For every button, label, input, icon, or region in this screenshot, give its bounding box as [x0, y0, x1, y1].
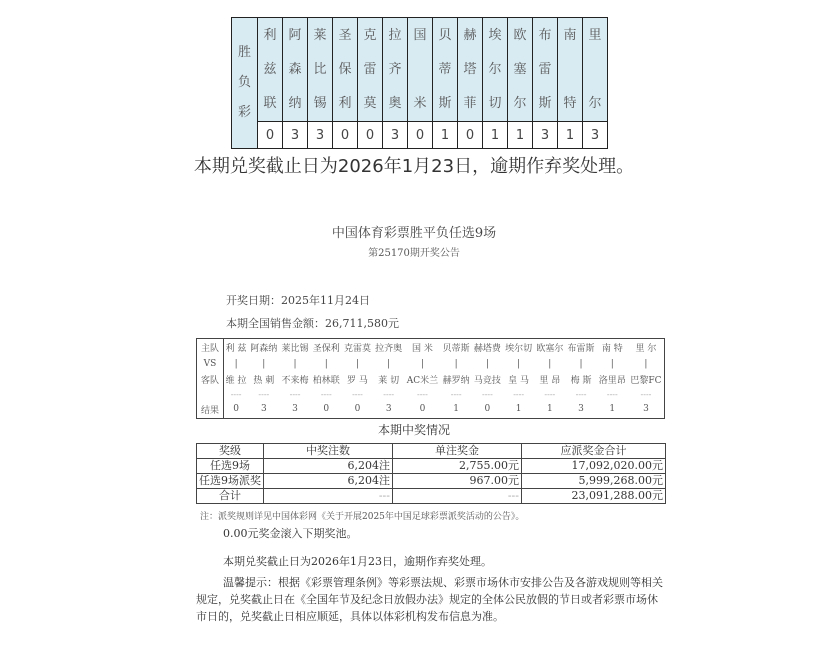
document-title: 中国体育彩票胜平负任选9场 [331, 226, 497, 241]
dash-separator: ---- [544, 389, 556, 399]
match-home: 拉齐奥 [375, 344, 403, 354]
match-away: 不来梅 [281, 376, 309, 386]
match-table [196, 338, 665, 419]
vs-divider: | [262, 358, 266, 369]
match-home: 圣保利 [312, 344, 340, 354]
prize-level: 合计 [197, 489, 264, 504]
match-away: 洛里昂 [598, 376, 626, 386]
lottery-result-summary-table [231, 17, 608, 149]
row-label [197, 388, 224, 400]
winning-count: 6,204注 [264, 474, 393, 489]
team-cell: 赫 塔 菲 [458, 18, 483, 122]
prize-row [197, 474, 666, 489]
team-cell: 欧 塞 尔 [508, 18, 533, 122]
footnote: 注：派奖规则详见中国体彩网《关于开展2025年中国足球彩票派奖活动的公告》。 [200, 512, 525, 522]
prize-total: 17,092,020.00元 [522, 459, 666, 474]
match-result: 1 [515, 404, 522, 414]
prize-level: 任选9场 [197, 459, 264, 474]
vs-divider: | [517, 358, 521, 369]
dash-separator: ---- [289, 389, 301, 399]
match-home-row [197, 339, 665, 357]
dash-separator: ---- [417, 389, 428, 399]
team-cell: 里 尔 [583, 18, 608, 122]
match-home: 南 特 [601, 344, 623, 354]
row-label: 客队 [197, 371, 224, 388]
dash-separator: ---- [352, 389, 363, 399]
row-label: VS [197, 356, 224, 371]
match-home: 欧塞尔 [536, 344, 564, 354]
document-subtitle: 第25170期开奖公告 [368, 248, 460, 259]
match-result: 3 [385, 404, 392, 414]
vs-divider: | [610, 358, 614, 369]
rollover-text: 0.00元奖金滚入下期奖池。 [223, 527, 358, 540]
team-cell: 利 兹 联 [258, 18, 283, 122]
vs-divider: | [387, 358, 391, 369]
prize-header-cell: 应派奖金合计 [522, 444, 666, 459]
vs-divider: | [644, 358, 648, 369]
match-away: 巴黎FC [630, 376, 662, 386]
result-row [232, 122, 608, 149]
deadline-text: 本期兑奖截止日为2026年1月23日，逾期作弃奖处理。 [223, 555, 492, 568]
label-char: 负 [237, 75, 251, 90]
reminder-text: 温馨提示：根据《彩票管理条例》等彩票法规、彩票市场休市安排公告及各游戏规则等相关规定，兑奖截止日在《全国年节及纪念日放假办法》规定的全体公民放假的节日或者彩票市场休市日的，兑奖截止日相应顺延，具体以体彩机构发布信息为准。 [196, 576, 663, 623]
match-away: 罗 马 [347, 376, 368, 386]
match-home: 阿森纳 [250, 344, 278, 354]
team-cell: 莱 比 锡 [308, 18, 333, 122]
vs-divider: | [454, 358, 458, 369]
result-cell: 0 [358, 122, 383, 149]
match-result: 0 [419, 404, 426, 414]
match-away: 马竞技 [473, 376, 501, 386]
match-result: 0 [323, 404, 330, 414]
match-home: 贝蒂斯 [442, 344, 470, 354]
match-result: 1 [609, 404, 616, 414]
match-res-row [197, 400, 665, 419]
dash-separator: ---- [258, 389, 270, 399]
team-cell: 克 雷 莫 [358, 18, 383, 122]
prize-per-bet: --- [393, 489, 522, 504]
match-away: 赫罗纳 [442, 376, 470, 386]
result-cell: 1 [483, 122, 508, 149]
result-cell: 3 [283, 122, 308, 149]
match-home: 布雷斯 [567, 344, 595, 354]
result-cell: 1 [558, 122, 583, 149]
result-cell: 3 [308, 122, 333, 149]
match-result: 0 [233, 404, 239, 414]
game-type-label [232, 18, 258, 149]
match-away: 梅 斯 [570, 376, 592, 386]
row-label: 结果 [197, 400, 224, 419]
result-cell: 3 [533, 122, 558, 149]
dash-separator: ---- [575, 389, 587, 399]
result-cell: 0 [458, 122, 483, 149]
match-result: 3 [292, 404, 298, 414]
dash-separator: ---- [481, 389, 493, 399]
team-cell: 圣 保 利 [333, 18, 358, 122]
match-home: 利 兹 [225, 344, 247, 354]
match-home: 赫塔费 [473, 344, 501, 354]
dash-separator: ---- [320, 389, 332, 399]
row-label: 主队 [197, 339, 224, 357]
label-char: 彩 [237, 105, 251, 120]
prize-total: 5,999,268.00元 [522, 474, 666, 489]
prize-per-bet: 2,755.00元 [393, 459, 522, 474]
match-away: 热 刺 [253, 376, 275, 386]
match-away: 皇 马 [508, 376, 530, 386]
match-result: 3 [643, 404, 649, 414]
match-vs-row [197, 356, 665, 371]
vs-divider: | [293, 358, 297, 369]
vs-divider: | [420, 358, 424, 369]
prize-header-cell: 单注奖金 [393, 444, 522, 459]
vs-divider: | [355, 358, 359, 369]
prize-header-cell: 奖级 [197, 444, 264, 459]
match-result: 3 [260, 404, 267, 414]
result-cell: 3 [383, 122, 408, 149]
prize-row [197, 489, 666, 504]
match-away-row [197, 371, 665, 388]
prize-total: 23,091,288.00元 [522, 489, 666, 504]
match-home: 国 米 [411, 344, 433, 354]
match-home: 里 尔 [635, 344, 657, 354]
vs-divider: | [485, 358, 489, 369]
team-cell: 国 米 [408, 18, 433, 122]
match-home: 克雷莫 [343, 344, 371, 354]
dash-separator: ---- [640, 389, 652, 399]
result-cell: 3 [583, 122, 608, 149]
match-result: 0 [354, 404, 361, 414]
prize-level: 任选9场派奖 [197, 474, 264, 489]
match-away: 里 昂 [539, 376, 561, 386]
vs-divider: | [234, 358, 238, 369]
team-cell: 贝 蒂 斯 [433, 18, 458, 122]
sales-amount: 本期全国销售金额：26,711,580元 [226, 317, 399, 330]
match-home: 莱比锡 [281, 344, 309, 354]
result-cell: 1 [433, 122, 458, 149]
match-home: 埃尔切 [505, 344, 533, 354]
match-away: 柏林联 [312, 376, 340, 386]
draw-date: 开奖日期：2025年11月24日 [226, 294, 370, 307]
dash-separator: ---- [230, 389, 242, 399]
prize-section-title: 本期中奖情况 [377, 423, 450, 437]
winning-count: --- [264, 489, 393, 504]
match-result: 0 [484, 404, 491, 414]
label-char: 胜 [237, 45, 251, 60]
dash-separator: ---- [513, 389, 525, 399]
prize-header-cell: 中奖注数 [264, 444, 393, 459]
match-result: 1 [453, 404, 460, 414]
match-away: AC米兰 [406, 376, 439, 386]
result-cell: 1 [508, 122, 533, 149]
result-cell: 0 [258, 122, 283, 149]
team-cell: 阿 森 纳 [283, 18, 308, 122]
match-away: 莱 切 [378, 376, 400, 386]
match-result: 3 [578, 404, 584, 414]
prize-per-bet: 967.00元 [393, 474, 522, 489]
team-cell: 布 雷 斯 [533, 18, 558, 122]
result-cell: 0 [333, 122, 358, 149]
prize-row [197, 459, 666, 474]
match-dash-row [197, 388, 665, 400]
team-cell: 埃 尔 切 [483, 18, 508, 122]
prize-header-row [197, 444, 666, 459]
match-result: 1 [546, 404, 553, 414]
vs-divider: | [548, 358, 552, 369]
team-cell: 南 特 [558, 18, 583, 122]
prize-table [196, 443, 666, 504]
result-cell: 0 [408, 122, 433, 149]
team-row [232, 18, 608, 122]
dash-separator: ---- [450, 389, 462, 399]
dash-separator: ---- [383, 389, 395, 399]
match-away: 维 拉 [225, 376, 247, 386]
deadline-notice: 本期兑奖截止日为2026年1月23日，逾期作弃奖处理。 [193, 156, 635, 177]
vs-divider: | [324, 358, 328, 369]
team-cell: 拉 齐 奥 [383, 18, 408, 122]
dash-separator: ---- [606, 389, 618, 399]
winning-count: 6,204注 [264, 459, 393, 474]
vs-divider: | [579, 358, 583, 369]
